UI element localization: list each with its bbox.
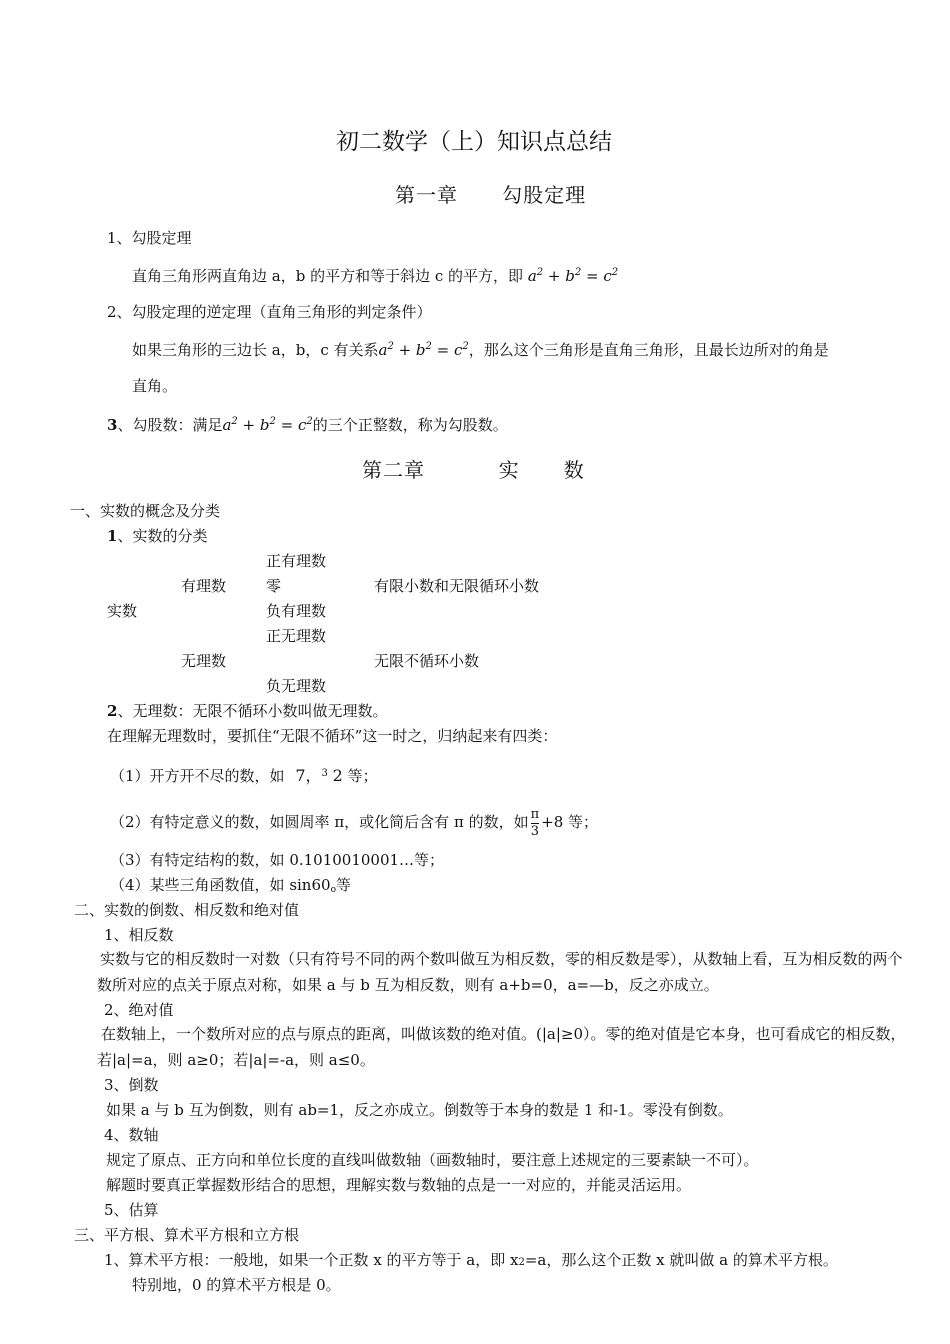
section-heading: 2、勾股定理的逆定理（直角三角形的判定条件）: [107, 303, 432, 321]
section-text: 、无理数：无限不循环小数叫做无理数。: [117, 702, 388, 720]
square-root-paragraph: [104, 1250, 838, 1273]
irrational-type-2: [110, 800, 598, 844]
section-heading: 2、绝对值: [104, 1001, 174, 1019]
paragraph-text: 如果三角形的三边长 a，b，c 有关系: [132, 341, 379, 359]
paragraph-text: 在理解无理数时，要抓住“无限不循环”这一时之，归纳起来有四类：: [107, 727, 558, 745]
section-heading: [107, 415, 508, 435]
number-line-paragraph: 规定了原点、正方向和单位长度的直线叫做数轴（画数轴时，要注意上述规定的三要素缺一不可）。: [106, 1151, 759, 1169]
list-text: （2）有特定意义的数，如圆周率 π，或化简后含有 π 的数，如: [110, 813, 529, 831]
number-line-paragraph: 解题时要真正掌握数形结合的思想，理解实数与数轴的点是一一对应的，并能灵活运用。: [106, 1176, 692, 1194]
paragraph-text: 直角三角形两直角边 a，b 的平方和等于斜边 c 的平方，即: [132, 267, 524, 285]
cube-root-radicand: 2: [332, 766, 343, 785]
section-heading: [107, 526, 207, 546]
section-heading: 5、估算: [104, 1201, 159, 1219]
square-root-paragraph: 特别地，0 的算术平方根是 0。: [132, 1276, 341, 1294]
paragraph-text: 1、算术平方根：一般地，如果一个正数 x 的平方等于 a，即 x: [104, 1251, 519, 1269]
pythagorean-formula: $a^2 + b^2 = c^2$: [222, 416, 313, 434]
absolute-paragraph: 在数轴上，一个数所对应的点与原点的距离，叫做该数的绝对值。(|a|≥0）。零的绝对值是它本身，也可看成它的相反数，若|a|=a，则 a≥0；若|a|=-a，则 a≤0。: [97, 1025, 906, 1069]
section-heading: 4、数轴: [104, 1126, 159, 1144]
fraction-numerator: π: [530, 806, 540, 822]
list-text: （1）开方开不尽的数，如: [110, 767, 285, 785]
section-number: 1: [107, 527, 118, 545]
section-heading: 1、勾股定理: [107, 229, 192, 247]
irrational-type-1: [110, 764, 378, 786]
paragraph-text: ，那么这个三角形是直角三角形，且最长边所对的角是: [468, 341, 829, 359]
list-text: +8 等；: [541, 813, 599, 831]
section-text: 、实数的分类: [117, 527, 208, 545]
classification-positive-rational: 正有理数: [266, 552, 327, 570]
pythagorean-formula: $a^2 + b^2 = c^2$: [378, 341, 469, 359]
section-heading: [107, 701, 387, 721]
degree-mark: o: [330, 885, 336, 895]
list-text: （4）某些三角函数值，如 sin60: [110, 876, 331, 894]
paragraph-text: =a，那么这个正数 x 就叫做 a 的算术平方根。: [524, 1251, 838, 1269]
page-title: 初二数学（上）知识点总结: [336, 129, 612, 155]
section-text: 的三个正整数，称为勾股数。: [312, 416, 508, 434]
fraction-denominator: 3: [530, 823, 539, 839]
pythagorean-formula: $a^2 + b^2 = c^2$: [527, 267, 619, 285]
part-heading: 一、实数的概念及分类: [70, 502, 221, 520]
paragraph: [132, 266, 618, 286]
section-heading: 1、相反数: [104, 926, 174, 944]
pi-over-three-fraction: [531, 807, 540, 840]
section-heading: 3、倒数: [104, 1076, 159, 1094]
part-heading: 三、平方根、算术平方根和立方根: [74, 1226, 300, 1244]
opposite-paragraph: 实数与它的相反数时一对数（只有符号不同的两个数叫做互为相反数，零的相反数是零），从数轴上看，互为相反数的两个数所对应的点关于原点对称，如果 a 与 b 互为相反数，则有 a+b=0，a=—b，反之亦成立。: [97, 950, 903, 994]
exponent: 2: [518, 1257, 525, 1268]
classification-negative-irrational: 负无理数: [266, 677, 327, 695]
classification-negative-rational: 负有理数: [266, 602, 327, 620]
reciprocal-paragraph: 如果 a 与 b 互为倒数，则有 ab=1，反之亦成立。倒数等于本身的数是 1 和-1。零没有倒数。: [106, 1101, 733, 1119]
list-text: 等: [335, 876, 351, 894]
section-number: 3: [107, 416, 118, 434]
classification-rational-desc: 有限小数和无限循环小数: [374, 577, 540, 595]
classification-rational: 有理数: [181, 577, 227, 595]
classification-zero: 零: [266, 577, 282, 595]
classification-positive-irrational: 正无理数: [266, 627, 327, 645]
irrational-type-4: [110, 875, 351, 900]
section-text: 、勾股数：满足: [117, 416, 223, 434]
classification-irrational-desc: 无限不循环小数: [374, 652, 480, 670]
chapter-2-heading: 第二章 实 数: [362, 458, 585, 482]
paragraph: [132, 340, 829, 360]
cube-root-index: 3: [321, 768, 328, 779]
section-number: 2: [107, 702, 118, 720]
paragraph-text: 直角。: [132, 377, 178, 395]
classification-irrational: 无理数: [181, 652, 227, 670]
irrational-type-3: （3）有特定结构的数，如 0.1010010001…等；: [110, 851, 445, 869]
classification-root: 实数: [107, 602, 138, 620]
chapter-1-heading: 第一章 勾股定理: [395, 183, 587, 207]
list-text: 等；: [347, 767, 378, 785]
part-heading: 二、实数的倒数、相反数和绝对值: [74, 901, 300, 919]
sqrt-seven: 7，: [295, 766, 322, 785]
